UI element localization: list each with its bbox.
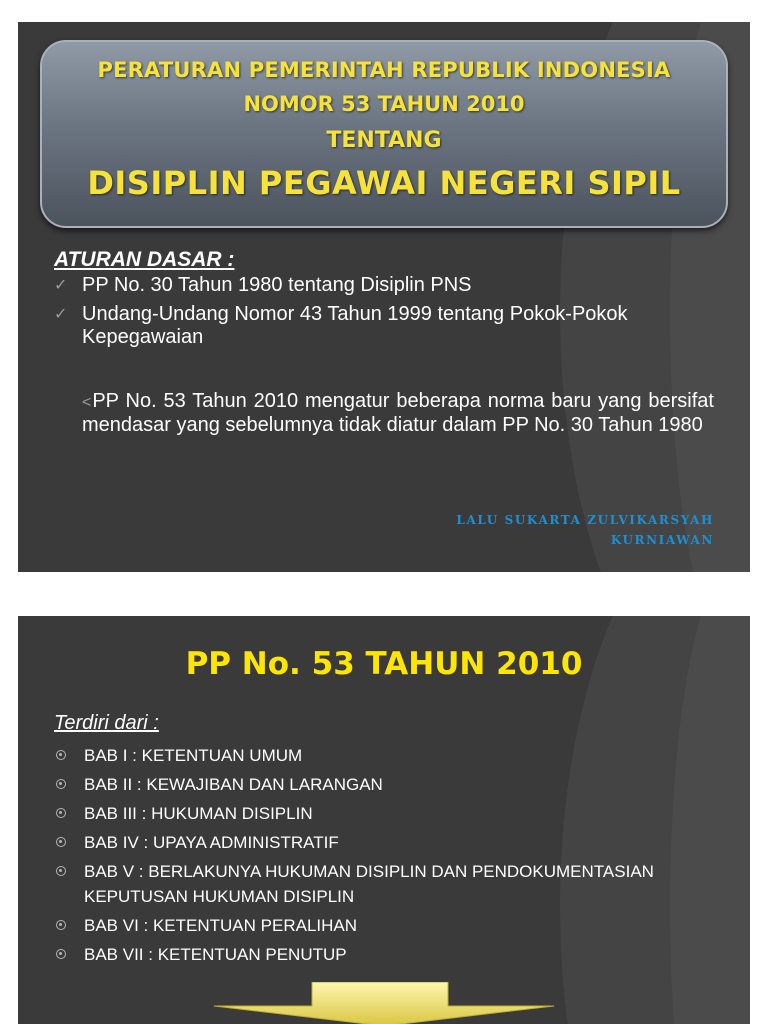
circle-bullet-icon [56,779,66,789]
list-item [54,942,714,967]
arrow-left-icon: < [82,394,92,411]
list-item-text: BAB IV : UPAYA ADMINISTRATIF [84,833,339,852]
paragraph-text: PP No. 53 Tahun 2010 mengatur beberapa norma baru yang bersifat mendasar yang sebelumnya tidak diatur dalam PP No. 30 Tahun 1980 [82,390,714,436]
circle-bullet-icon [56,750,66,760]
circle-bullet-icon [56,866,66,876]
check-icon: ✓ [54,306,68,323]
list-item [54,859,714,909]
list-item-text: BAB V : BERLAKUNYA HUKUMAN DISIPLIN DAN PENDOKUMENTASIAN KEPUTUSAN HUKUMAN DISIPLIN [84,862,654,906]
list-item [54,274,714,297]
list-item [54,743,714,768]
down-arrow-icon [194,982,574,1024]
list-item-text: PP No. 30 Tahun 1980 tentang Disiplin PNS [82,274,472,296]
basic-rules-heading: ATURAN DASAR : [54,248,235,271]
chapters-subheading: Terdiri dari : [54,712,159,734]
list-item-text: BAB II : KEWAJIBAN DAN LARANGAN [84,775,383,794]
list-item-text: BAB VI : KETENTUAN PERALIHAN [84,916,358,935]
circle-bullet-icon [56,808,66,818]
list-item [54,801,714,826]
slide-2-title: PP No. 53 TAHUN 2010 [185,646,583,682]
chapters-section [54,712,714,971]
circle-bullet-icon [56,920,66,930]
title-box [40,40,728,228]
list-item [54,913,714,938]
title-line-4: DISIPLIN PEGAWAI NEGERI SIPIL [87,164,681,202]
regulation-paragraph [82,390,714,437]
title-line-3: TENTANG [326,128,442,153]
circle-bullet-icon [56,837,66,847]
list-item-text: BAB III : HUKUMAN DISIPLIN [84,804,313,823]
basic-rules-section [54,248,714,355]
title-line-2: NOMOR 53 TAHUN 2010 [243,92,525,116]
author-credit [456,510,714,550]
slide-1 [18,22,750,572]
list-item-text: BAB I : KETENTUAN UMUM [84,746,303,765]
list-item [54,772,714,797]
basic-rules-list [54,274,714,349]
list-item-text: BAB VII : KETENTUAN PENUTUP [84,945,347,964]
slide-2 [18,616,750,1024]
list-item-text: Undang-Undang Nomor 43 Tahun 1999 tentang Pokok-Pokok Kepegawaian [82,303,628,348]
author-line-1: LALU SUKARTA ZULVIKARSYAH [456,513,714,527]
circle-bullet-icon [56,949,66,959]
list-item [54,830,714,855]
list-item [54,303,714,349]
chapters-list [54,743,714,967]
title-line-1: PERATURAN PEMERINTAH REPUBLIK INDONESIA [97,58,671,82]
check-icon: ✓ [54,277,68,294]
author-line-2: KURNIAWAN [610,533,714,547]
